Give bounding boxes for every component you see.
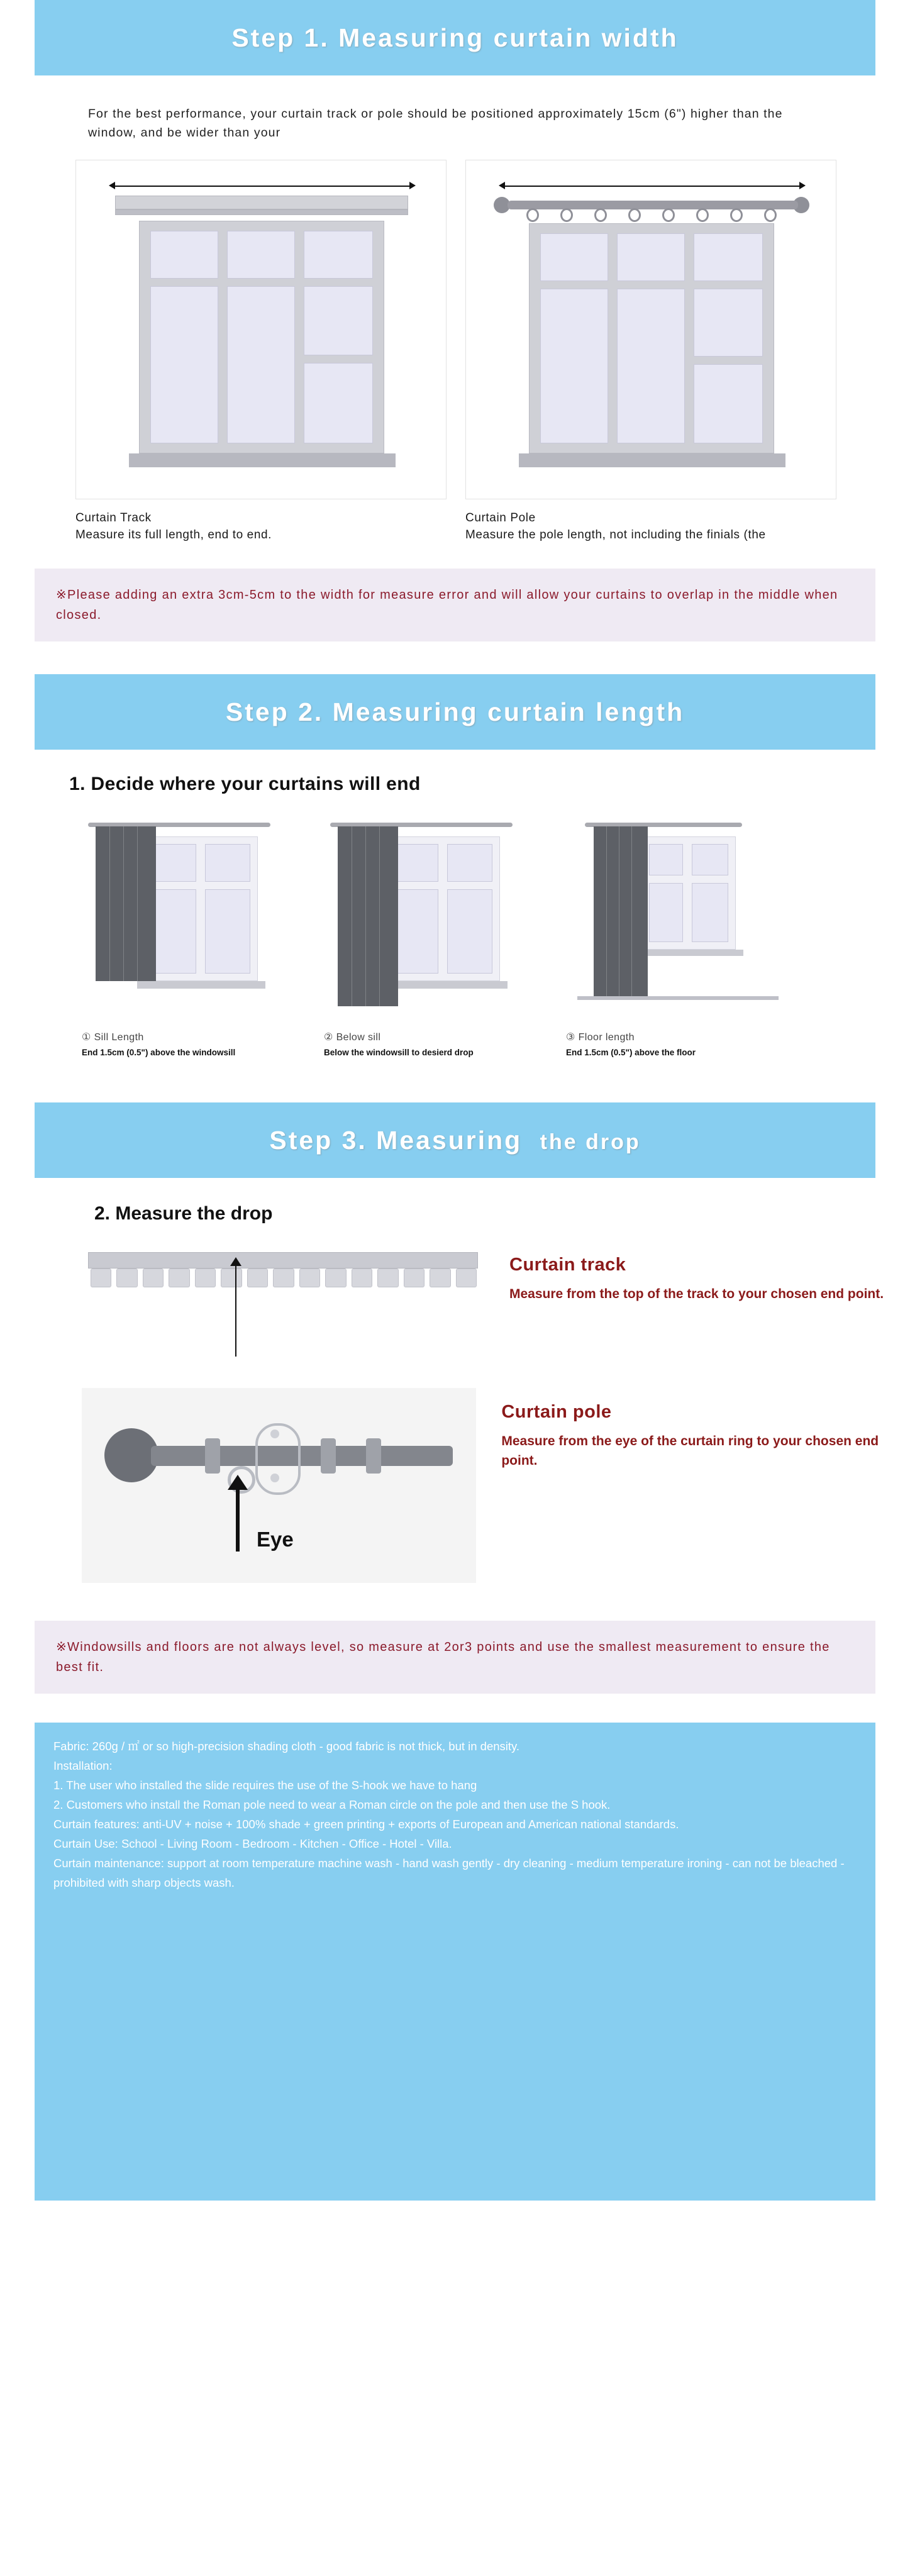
track-arrow-left-icon <box>109 182 115 189</box>
step2-illustration-row <box>82 811 841 1058</box>
track-hook-icon <box>169 1269 189 1287</box>
track-hook-icon <box>247 1269 268 1287</box>
window-pane-4 <box>447 889 492 974</box>
curtain-track-caption-title: Curtain Track <box>75 511 152 525</box>
curtain-pole-drop-row <box>82 1388 910 1583</box>
step3-note: ※Windowsills and floors are not always level, so measure at 2or3 points and use the smallest measurement to ensure the best fit. <box>35 1621 875 1694</box>
pole-arrow-left-icon <box>499 182 505 189</box>
track-drop-arrow-line <box>235 1262 236 1357</box>
track-hook-icon <box>404 1269 424 1287</box>
floor-length-desc: End 1.5cm (0.5") above the floor <box>566 1048 696 1057</box>
pole-ring-2-icon <box>560 208 573 222</box>
track-hook-icon <box>325 1269 346 1287</box>
eye-label: Eye <box>257 1528 294 1551</box>
window-pane-2 <box>227 231 295 279</box>
window-pane-3 <box>694 233 763 281</box>
step2-subhead: 1. Decide where your curtains will end <box>69 774 421 794</box>
ring-detail-top <box>270 1430 279 1438</box>
step1-title: Step 1. Measuring curtain width <box>231 23 679 52</box>
floor-line <box>577 996 779 1000</box>
window-pane-4 <box>150 286 218 443</box>
pole-ring-3-icon <box>594 208 607 222</box>
step1-illustration-row <box>75 160 835 543</box>
pole-ring-5-icon <box>662 208 675 222</box>
sill-length-desc: End 1.5cm (0.5") above the windowsill <box>82 1048 236 1057</box>
pole-bracket-1 <box>205 1438 220 1474</box>
floor-length-illustration <box>566 811 789 1028</box>
curtain-pole-drop-text <box>501 1388 910 1470</box>
curtain-panel <box>96 826 156 981</box>
track-hook-icon <box>195 1269 216 1287</box>
window-pane-4 <box>205 889 250 974</box>
step1-banner <box>35 0 875 75</box>
track-hook-icon <box>116 1269 137 1287</box>
curtain-pole-drop-desc: Measure from the eye of the curtain ring to your chosen end point. <box>501 1434 879 1468</box>
step2-title: Step 2. Measuring curtain length <box>225 697 685 726</box>
step1-intro-text: For the best performance, your curtain track or pole should be positioned approximately 15cm (6") higher than the window, and be wider than your <box>88 107 783 140</box>
window-pane-5 <box>227 286 295 443</box>
curtain-pole-drop-heading: Curtain pole <box>501 1402 612 1422</box>
pole-ring-1-icon <box>526 208 539 222</box>
track-hook-icon <box>456 1269 477 1287</box>
curtain-fold-1 <box>109 826 110 981</box>
track-hook-icon <box>299 1269 320 1287</box>
curtain-pole-panel <box>465 160 836 543</box>
pole-ring-6-icon <box>696 208 709 222</box>
below-sill-panel <box>324 811 547 1058</box>
pole-measure-line <box>504 186 799 187</box>
window-pane-4 <box>540 289 608 443</box>
spec-line-fabric: Fabric: 260g / ㎡ or so high-precision shading cloth - good fabric is not thick, but in density. <box>53 1740 520 1753</box>
sill-length-title: ① Sill Length <box>82 1032 144 1043</box>
curtain-pole-caption-desc: Measure the pole length, not including the finials (the <box>465 528 766 541</box>
window-pane-1 <box>152 844 196 882</box>
ring-detail-bottom <box>270 1474 279 1482</box>
window-pane-1 <box>649 844 683 875</box>
curtain-track-caption <box>75 509 447 543</box>
window-pane-6 <box>694 289 763 357</box>
spec-line-maintenance: Curtain maintenance: support at room temperature machine wash - hand wash gently - dry cleaning - medium temperature ironing - can not be bleached - prohibited with sharp objects wash. <box>53 1857 845 1889</box>
window-pane-2 <box>692 844 728 875</box>
track-hook-icon <box>377 1269 398 1287</box>
curtain-pole-illustration <box>465 160 836 499</box>
curtain-fold-2 <box>123 826 124 981</box>
track-hook-icon <box>91 1269 111 1287</box>
spec-line-install-1: 1. The user who installed the slide requires the use of the S-hook we have to hang <box>53 1779 477 1792</box>
track-hook-icon <box>430 1269 450 1287</box>
track-hook-icon <box>273 1269 294 1287</box>
curtain-track-drop-text <box>509 1241 884 1304</box>
pole-bar <box>508 201 798 209</box>
step3-subhead: 2. Measure the drop <box>94 1203 273 1224</box>
curtain-track-illustration <box>75 160 447 499</box>
below-sill-title: ② Below sill <box>324 1032 381 1043</box>
curtain-track-caption-desc: Measure its full length, end to end. <box>75 528 272 541</box>
window-pane-2 <box>617 233 685 281</box>
curtain-panel <box>594 826 648 996</box>
floor-length-panel <box>566 811 789 1058</box>
pole-drop-illustration <box>82 1388 476 1583</box>
track-drop-arrow-head-icon <box>230 1257 241 1266</box>
curtain-fold-3 <box>379 826 380 1006</box>
window-pane-7 <box>694 364 763 443</box>
track-bar <box>115 196 408 209</box>
sill-length-illustration <box>82 811 305 1028</box>
step3-title-sub: the drop <box>540 1130 641 1154</box>
product-spec-block <box>35 1723 875 2201</box>
window-pane-3 <box>394 889 438 974</box>
eye-arrow-line <box>236 1482 240 1552</box>
step3-title <box>269 1126 640 1155</box>
step2-banner <box>35 674 875 750</box>
track-rail <box>115 209 408 215</box>
pole-bar <box>151 1446 453 1466</box>
spec-line-installation-heading: Installation: <box>53 1759 113 1772</box>
window-pane-7 <box>304 363 373 443</box>
window-pane-1 <box>540 233 608 281</box>
window-sill <box>137 981 265 989</box>
curtain-fold-1 <box>606 826 607 996</box>
below-sill-desc: Below the windowsill to desierd drop <box>324 1048 474 1057</box>
window-pane-1 <box>150 231 218 279</box>
curtain-pole-caption-title: Curtain Pole <box>465 511 536 525</box>
track-arrow-right-icon <box>409 182 416 189</box>
step1-note: ※Please adding an extra 3cm-5cm to the width for measure error and will allow your curtains to overlap in the middle when closed. <box>35 569 875 641</box>
spec-line-use: Curtain Use: School - Living Room - Bedroom - Kitchen - Office - Hotel - Villa. <box>53 1837 452 1850</box>
curtain-panel <box>338 826 398 1006</box>
curtain-fold-3 <box>137 826 138 981</box>
spec-line-install-2: 2. Customers who install the Roman pole need to wear a Roman circle on the pole and then use the S hook. <box>53 1798 611 1811</box>
sill-length-panel <box>82 811 305 1058</box>
spec-line-features: Curtain features: anti-UV + noise + 100% shade + green printing + exports of European and American national standards. <box>53 1818 679 1831</box>
curtain-track-drop-heading: Curtain track <box>509 1255 626 1275</box>
pole-arrow-right-icon <box>799 182 806 189</box>
step3-banner <box>35 1102 875 1178</box>
track-hooks-row <box>91 1269 477 1287</box>
eye-arrow-head-icon <box>228 1475 248 1490</box>
window-pane-4 <box>692 883 728 942</box>
pole-ring-8-icon <box>764 208 777 222</box>
window-pane-6 <box>304 286 373 355</box>
window-pane-5 <box>617 289 685 443</box>
floor-length-title: ③ Floor length <box>566 1032 635 1043</box>
curtain-track-drop-desc: Measure from the top of the track to your chosen end point. <box>509 1287 884 1301</box>
track-measure-line <box>114 186 409 187</box>
curtain-track-drop-row <box>82 1241 910 1360</box>
below-sill-illustration <box>324 811 547 1028</box>
curtain-track-panel <box>75 160 447 543</box>
window-sill <box>519 453 785 467</box>
window-pane-1 <box>394 844 438 882</box>
track-hook-icon <box>352 1269 372 1287</box>
curtain-pole-caption <box>465 509 836 543</box>
curtain-fold-2 <box>365 826 366 1006</box>
window-sill <box>635 950 743 956</box>
track-header <box>88 1252 478 1269</box>
window-pane-3 <box>152 889 196 974</box>
step3-title-main: Step 3. Measuring <box>269 1125 523 1155</box>
track-drop-illustration <box>82 1241 484 1360</box>
curtain-fold-3 <box>631 826 632 996</box>
window-pane-3 <box>304 231 373 279</box>
pole-ring-7-icon <box>730 208 743 222</box>
track-hook-icon <box>221 1269 241 1287</box>
pole-bracket-3 <box>366 1438 381 1474</box>
window-pane-2 <box>205 844 250 882</box>
window-pane-3 <box>649 883 683 942</box>
window-pane-2 <box>447 844 492 882</box>
window-sill <box>129 453 396 467</box>
pole-bracket-2 <box>321 1438 336 1474</box>
window-sill <box>379 981 508 989</box>
track-hook-icon <box>143 1269 164 1287</box>
pole-ring-4-icon <box>628 208 641 222</box>
